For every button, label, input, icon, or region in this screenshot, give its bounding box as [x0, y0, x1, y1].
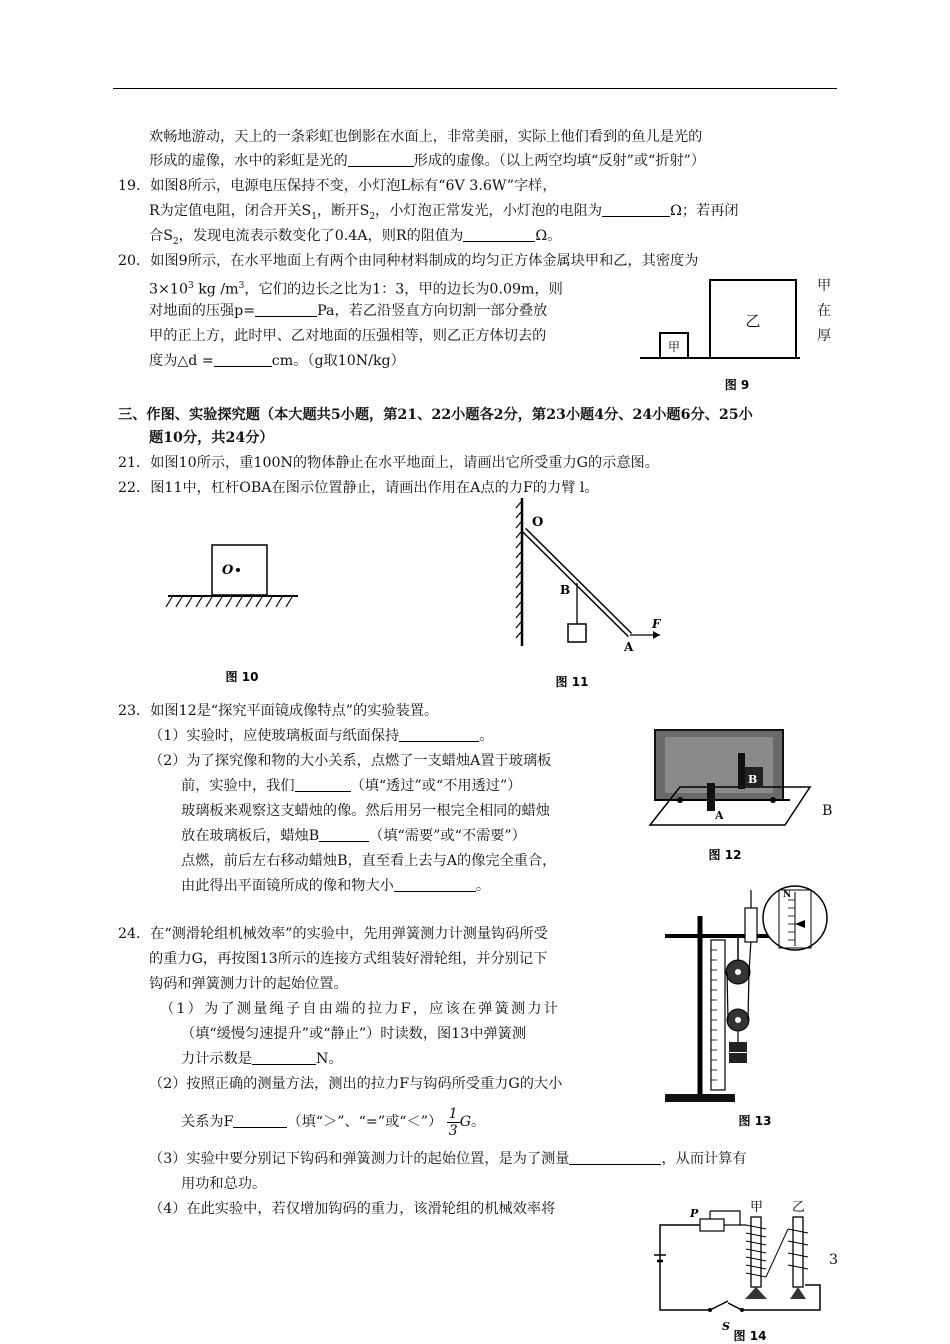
text-line: 放在玻璃板后，蜡烛B （填“需要”或“不需要”） — [181, 828, 526, 844]
label-f: F — [652, 617, 661, 631]
figure-9 — [640, 272, 810, 394]
text-line: （2）为了探究像和物的大小关系，点燃了一支蜡烛A置于玻璃板 — [149, 753, 552, 769]
text-fragment: B — [822, 803, 833, 819]
fraction-one-third: $\frac{1}{3}$ — [448, 1105, 458, 1139]
label-yi: 乙 — [745, 312, 761, 330]
text-line: 钩码和弹簧测力计的起始位置。 — [149, 976, 348, 992]
text-line: 由此得出平面镜所成的像和物大小 。 — [181, 878, 491, 894]
text-line: （1）实验时，应使玻璃板面与纸面保持 。 — [149, 728, 494, 744]
figure-11 — [512, 494, 672, 694]
text-line: 合$S_2$，发现电流表示数变化了0.4A，则R的阻值为 Ω。 — [149, 228, 562, 247]
answer-blank[interactable] — [348, 152, 414, 167]
text-line: （1）为了测量绳子自由端的拉力F，应该在弹簧测力计 — [160, 1001, 561, 1017]
question-19: 19．如图8所示，电源电压保持不变，小灯泡L标有“6V 3.6W”字样， — [118, 178, 557, 194]
answer-blank[interactable] — [394, 877, 476, 892]
text-line: $3\times 10^3$ kg $/m^3$，它们的边长之比为1：3，甲的边长为0.09m，则 — [149, 281, 563, 298]
question-23: 23．如图12是“探究平面镜成像特点”的实验装置。 — [118, 703, 439, 719]
label-s: S — [722, 1320, 730, 1333]
figure-13 — [655, 880, 835, 1135]
label-yi: 乙 — [792, 1200, 806, 1215]
answer-blank[interactable] — [255, 302, 317, 317]
text-line: （2）按照正确的测量方法，测出的拉力F与钩码所受重力G的大小 — [149, 1076, 563, 1092]
text-line: （填“缓慢匀速提升”或“静止”）时读数，图13中弹簧测 — [181, 1026, 527, 1042]
caption-fig11: 图 11 — [555, 675, 589, 689]
label-o: O — [532, 515, 544, 530]
text-line: 欢畅地游动，天上的一条彩虹也倒影在水面上，非常美丽，实际上他们看到的鱼儿是光的 — [149, 129, 703, 145]
answer-blank[interactable] — [295, 777, 351, 792]
caption-fig12: 图 12 — [708, 848, 742, 862]
answer-blank[interactable] — [399, 727, 479, 742]
label-a: A — [715, 809, 724, 822]
text-line: 关系为F （填“＞”、“=”或“＜”） $\frac{1}{3}$ G。 — [181, 1105, 486, 1139]
answer-blank[interactable] — [463, 227, 535, 242]
text-fragment: 厚 — [817, 328, 832, 344]
text-line: （4）在此实验中，若仅增加钩码的重力，该滑轮组的机械效率将 — [149, 1201, 556, 1217]
answer-blank[interactable] — [569, 1150, 661, 1165]
label-jia: 甲 — [750, 1200, 764, 1215]
label-n: N — [783, 890, 792, 900]
answer-blank[interactable] — [319, 827, 369, 842]
text-line: 度为△d = cm。（g取10N/kg） — [149, 353, 405, 369]
text-line: 对地面的压强p= Pa，若乙沿竖直方向切割一部分叠放 — [149, 303, 548, 319]
question-21: 21．如图10所示，重100N的物体静止在水平地面上，请画出它所受重力G的示意图。 — [118, 455, 659, 471]
section-heading: 三、作图、实验探究题（本大题共5小题，第21、22小题各2分，第23小题4分、24小题6分、25小 — [118, 407, 753, 423]
label-jia: 甲 — [667, 340, 681, 354]
text-line: 点燃，前后左右移动蜡烛B，直至看上去与A的像完全重合， — [181, 853, 557, 869]
caption-fig14: 图 14 — [733, 1329, 767, 1343]
text-line: 形成的虚像，水中的彩虹是光的 形成的虚像。（以上两空均填“反射”或“折射”） — [149, 153, 706, 169]
label-a: A — [624, 640, 634, 654]
label-b: B — [560, 583, 571, 597]
text-line: 前，实验中，我们 （填“透过”或“不用透过”） — [181, 778, 522, 794]
header-rule — [113, 88, 837, 89]
text-line: （3）实验中要分别记下钩码和弹簧测力计的起始位置，是为了测量 ，从而计算有 — [149, 1151, 747, 1167]
question-22: 22．图11中，杠杆OBA在图示位置静止，请画出作用在A点的力F的力臂 l。 — [118, 480, 599, 496]
answer-blank[interactable] — [252, 1050, 316, 1065]
figure-14 — [640, 1195, 835, 1344]
text-line: 力计示数是 N。 — [181, 1051, 343, 1067]
text-line: 甲的正上方，此时甲、乙对地面的压强相等，则乙正方体切去的 — [149, 328, 547, 344]
answer-blank[interactable] — [214, 352, 272, 367]
label-o: O — [222, 563, 234, 578]
figure-10 — [160, 535, 310, 690]
text-line: 的重力G，再按图13所示的连接方式组装好滑轮组，并分别记下 — [149, 951, 548, 967]
label-p: P — [690, 1207, 699, 1220]
answer-blank[interactable] — [602, 202, 670, 217]
text-line: 用功和总功。 — [181, 1176, 267, 1192]
text-line: 玻璃板来观察这支蜡烛的像。然后用另一根完全相同的蜡烛 — [181, 803, 550, 819]
text-line: R为定值电阻，闭合开关$S_1$，断开$S_2$，小灯泡正常发光，小灯泡的电阻为 Ω；若再闭 — [149, 203, 739, 222]
caption-fig10: 图 10 — [225, 670, 259, 684]
label-b: B — [748, 773, 758, 786]
figure-12 — [645, 725, 820, 875]
page-number: 3 — [829, 1252, 839, 1268]
caption-fig13: 图 13 — [738, 1114, 772, 1128]
text-fragment: 甲 — [817, 278, 832, 294]
caption-fig9: 图 9 — [724, 378, 750, 392]
question-24: 24．在“测滑轮组机械效率”的实验中，先用弹簧测力计测量钩码所受 — [118, 926, 548, 942]
answer-blank[interactable] — [233, 1113, 287, 1128]
text-fragment: 在 — [817, 303, 832, 319]
question-20: 20．如图9所示，在水平地面上有两个由同种材料制成的均匀正方体金属块甲和乙，其密度为 — [118, 253, 699, 269]
section-heading: 题10分，共24分） — [149, 430, 274, 446]
